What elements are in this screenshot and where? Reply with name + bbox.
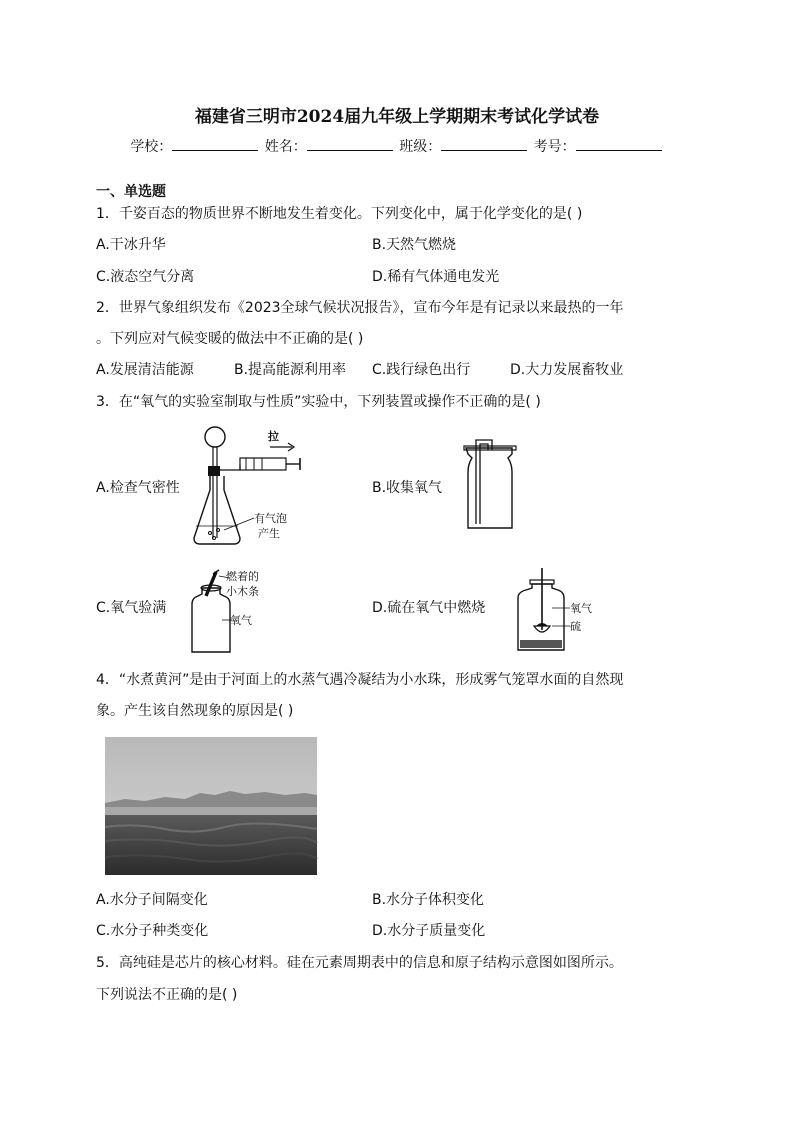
number-blank[interactable] xyxy=(576,138,662,151)
field-class-label: 班级： xyxy=(399,139,442,155)
q2-stem-line1: 2．世界气象组织发布《2023全球气候状况报告》，宣布今年是有记录以来最热的一年 xyxy=(96,300,624,316)
figure-oxygen-full-test xyxy=(186,568,276,656)
q1-option-b: B.天然气燃烧 xyxy=(372,237,457,253)
q4-option-d: D.水分子质量变化 xyxy=(372,923,486,939)
fig-a-pull-label: 拉 xyxy=(268,430,279,443)
fig-c-stick-label2: 小木条 xyxy=(226,585,259,598)
q4-option-b: B.水分子体积变化 xyxy=(372,892,485,908)
fig-a-bubble-label1: 有气泡 xyxy=(254,512,287,525)
q2-option-a: A.发展清洁能源 xyxy=(96,362,194,378)
fig-c-stick-label1: 燃着的 xyxy=(226,570,259,583)
student-info-line xyxy=(0,136,794,156)
q2-option-d: D.大力发展畜牧业 xyxy=(510,362,624,378)
exam-title: 福建省三明市2024届九年级上学期期末考试化学试卷 xyxy=(194,107,600,127)
q5-stem-line1: 5．高纯硅是芯片的核心材料。硅在元素周期表中的信息和原子结构示意图如图所示。 xyxy=(96,955,623,971)
q4-stem-line1: 4．“水煮黄河”是由于河面上的水蒸气遇冷凝结为小水珠，形成雾气笼罩水面的自然现 xyxy=(96,672,624,688)
q4-option-c: C.水分子种类变化 xyxy=(96,923,209,939)
q3-stem: 3．在“氧气的实验室制取与性质”实验中，下列装置或操作不正确的是( ) xyxy=(96,394,541,410)
school-blank[interactable] xyxy=(172,138,258,151)
field-school-label: 学校： xyxy=(130,139,173,155)
fig-d-sulfur-label: 硫 xyxy=(570,620,581,633)
q3-option-a: A.检查气密性 xyxy=(96,480,180,496)
q4-stem-line2: 象。产生该自然现象的原因是( ) xyxy=(96,703,294,719)
fig-a-bubble-label2: 产生 xyxy=(258,527,280,540)
photo-foggy-river xyxy=(105,737,317,875)
q5-stem-line2: 下列说法不正确的是( ) xyxy=(96,987,238,1003)
field-name-label: 姓名： xyxy=(264,139,307,155)
class-blank[interactable] xyxy=(441,138,527,151)
q1-option-a: A.干冰升华 xyxy=(96,237,166,253)
fig-c-gas-label: 氧气 xyxy=(230,614,252,627)
fig-d-gas-label: 氧气 xyxy=(570,602,592,615)
q3-option-b: B.收集氧气 xyxy=(372,480,443,496)
q2-option-b: B.提高能源利用率 xyxy=(234,362,347,378)
figure-sulfur-burning xyxy=(512,568,602,654)
figure-collect-oxygen xyxy=(462,438,522,534)
q1-stem: 1．千姿百态的物质世界不断地发生着变化。下列变化中，属于化学变化的是( ) xyxy=(96,206,583,222)
figure-airtightness-check xyxy=(188,420,318,550)
q3-option-d: D.硫在氧气中燃烧 xyxy=(372,600,486,616)
q4-option-a: A.水分子间隔变化 xyxy=(96,892,208,908)
q3-option-c: C.氧气验满 xyxy=(96,600,167,616)
section-heading: 一、单选题 xyxy=(96,184,166,200)
name-blank[interactable] xyxy=(307,138,393,151)
q1-option-d: D.稀有气体通电发光 xyxy=(372,269,500,285)
field-number-label: 考号： xyxy=(533,139,576,155)
q1-option-c: C.液态空气分离 xyxy=(96,269,195,285)
q2-option-c: C.践行绿色出行 xyxy=(372,362,471,378)
q2-stem-line2: 。下列应对气候变暖的做法中不正确的是( ) xyxy=(96,331,364,347)
